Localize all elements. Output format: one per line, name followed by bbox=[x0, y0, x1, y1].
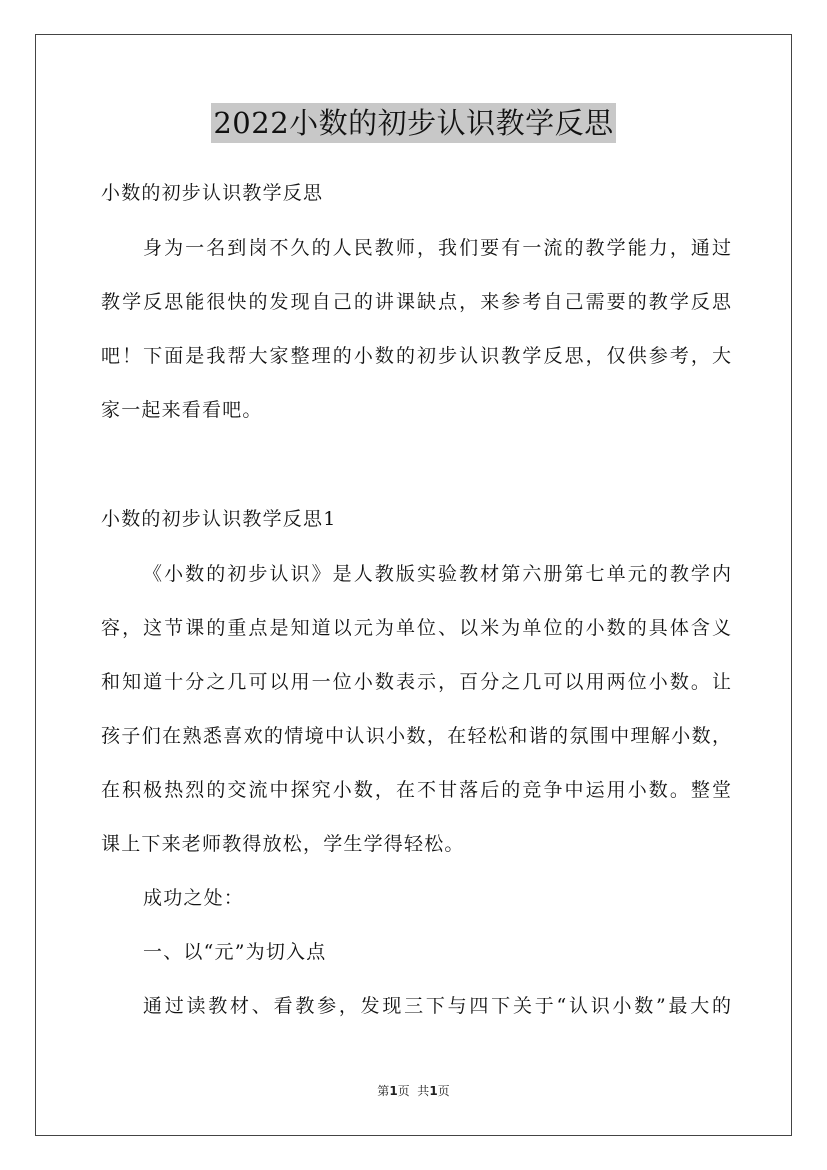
footer-page-total: 1 bbox=[429, 1084, 438, 1098]
success-heading: 成功之处： bbox=[143, 887, 245, 909]
point-one-heading: 一、以“元”为切入点 bbox=[143, 941, 327, 963]
title-container bbox=[0, 103, 827, 143]
intro-line-4: 家一起来看看吧。 bbox=[101, 399, 263, 421]
footer-page-post: 页 bbox=[437, 1084, 450, 1098]
document-subtitle: 小数的初步认识教学反思 bbox=[101, 182, 324, 204]
document-title: 2022小数的初步认识教学反思 bbox=[211, 103, 615, 143]
body-line-6: 课上下来老师教得放松，学生学得轻松。 bbox=[101, 833, 465, 855]
intro-line-2: 教学反思能很快的发现自己的讲课缺点，来参考自己需要的教学反思 bbox=[101, 291, 731, 313]
body-line-4: 孩子们在熟悉喜欢的情境中认识小数，在轻松和谐的氛围中理解小数， bbox=[101, 725, 731, 747]
body-line-2: 容，这节课的重点是知道以元为单位、以米为单位的小数的具体含义 bbox=[101, 617, 731, 639]
page-footer bbox=[0, 1083, 827, 1099]
section-heading: 小数的初步认识教学反思1 bbox=[101, 508, 337, 530]
body-line-1: 《小数的初步认识》是人教版实验教材第六册第七单元的教学内 bbox=[143, 563, 731, 585]
body-last-line: 通过读教材、看教参，发现三下与四下关于“认识小数”最大的 bbox=[143, 995, 731, 1017]
footer-page-mid: 页 共 bbox=[397, 1084, 430, 1098]
intro-line-3: 吧！下面是我帮大家整理的小数的初步认识教学反思，仅供参考，大 bbox=[101, 345, 731, 367]
body-line-5: 在积极热烈的交流中探究小数，在不甘落后的竞争中运用小数。整堂 bbox=[101, 779, 731, 801]
footer-page-number: 1 bbox=[389, 1084, 398, 1098]
footer-page-pre: 第 bbox=[377, 1084, 390, 1098]
body-line-3: 和知道十分之几可以用一位小数表示，百分之几可以用两位小数。让 bbox=[101, 671, 731, 693]
intro-line-1: 身为一名到岗不久的人民教师，我们要有一流的教学能力，通过 bbox=[143, 237, 731, 259]
